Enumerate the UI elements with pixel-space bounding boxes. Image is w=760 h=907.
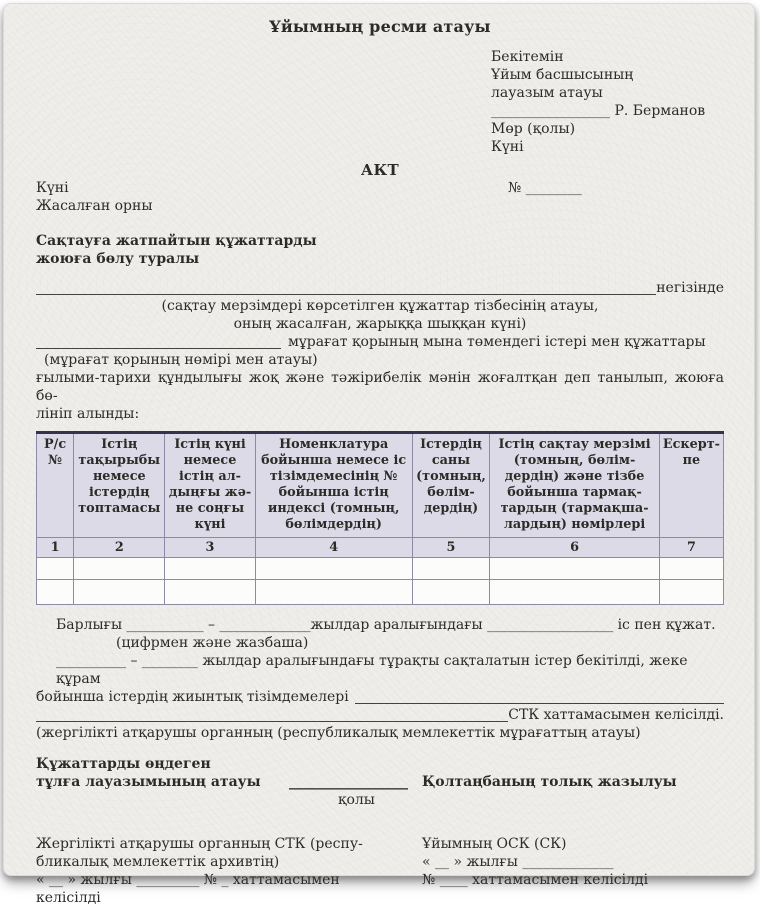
table-empty-cell [37, 558, 74, 580]
processing-block [36, 755, 724, 809]
approval-block [491, 48, 736, 156]
table-header-row [37, 433, 724, 538]
processing-signature-blank: _________________ [289, 774, 408, 790]
footer-right-line3: № ____ хаттамасымен келісілді [422, 872, 649, 888]
act-heading: АКТ [360, 161, 400, 179]
processing-line1: Құжаттарды өңдеген [36, 756, 211, 772]
footer-left-line4: келісілді [36, 890, 101, 906]
signature-caption: қолы [338, 792, 375, 808]
footer-right-line1: Ұйымның ОСК (СК) [422, 836, 567, 852]
footer-left-line1: Жергілікті атқарушы органның СТК (респу- [36, 836, 363, 852]
blank-line [36, 294, 656, 295]
basis-caption2: оның жасалған, жарыққа шыққан күні) [233, 316, 527, 332]
table-header-cell: Істің тақырыбы немесе істердің топтамасы [74, 433, 165, 538]
table-empty-cell [165, 558, 255, 580]
table-column-number: 4 [255, 538, 412, 558]
approval-label: Бекітемін [491, 49, 564, 65]
footer-right-block [422, 835, 722, 907]
act-number-field: № ________ [508, 180, 582, 196]
statement-line1: ғылыми-тарихи құндылығы жоқ және тәжірибелік мәнін жоғалтқан деп танылып, жоюға бө- [36, 370, 724, 404]
table-empty-cell [255, 580, 412, 605]
destruction-table [36, 431, 724, 605]
totals-block [36, 616, 724, 742]
approval-seal-label: Мөр (қолы) [491, 121, 576, 137]
approval-date-label: Күні [491, 139, 524, 155]
approval-head-line2: лауазым атауы [491, 85, 603, 101]
table-empty-cell [255, 558, 412, 580]
blank-line [36, 348, 281, 349]
basis-caption1: (сақтау мерзімдері көрсетілген құжаттар тізбесінің атауы, [161, 298, 599, 314]
processing-line2-row [36, 773, 724, 791]
approval-head-line1: Ұйым басшысының [491, 67, 634, 83]
table-header-cell: Істің күні немесе істің ал-дыңғы жә-не соңғы күні [165, 433, 255, 538]
table-empty-cell [412, 580, 490, 605]
footer-left-line3: « __ » жылғы _________ № _ хаттамасымен [36, 872, 340, 888]
table-header-cell: Номенклатура бойынша немесе іс тізімдемесінің № бойынша істің индексі (томның, бөлімдердің) [255, 433, 412, 538]
document-page [3, 3, 755, 906]
subject-line2: жоюға бөлу туралы [36, 251, 200, 267]
table-empty-cell [74, 558, 165, 580]
blank-line [355, 703, 724, 704]
totals-line1: Барлығы ___________ – _____________жылдар аралығындағы __________________ іс пен құжат. [56, 617, 716, 633]
table-empty-cell [412, 558, 490, 580]
totals-line2: __________ – ________ жылдар аралығындағы тұрақты сақталатын істер бекітілді, жеке құрам [56, 653, 688, 687]
subject-block [36, 232, 724, 268]
totals-caption1: (цифрмен және жазбаша) [116, 635, 309, 651]
totals-caption2: (жергілікті атқарушы органның (республикалық мемлекеттік мұрағаттың атауы) [36, 725, 641, 741]
act-date-label: Күні [36, 180, 69, 196]
blank-line [36, 721, 508, 722]
fund-text: мұрағат қорының мына төмендегі істері мен құжаттары [288, 334, 706, 350]
table-empty-cell [74, 580, 165, 605]
basis-suffix: негізінде [656, 280, 724, 296]
table-number-row [37, 538, 724, 558]
table-row [37, 580, 724, 605]
table-empty-cell [659, 558, 723, 580]
totals-line4-text: СТК хаттамасымен келісілді. [508, 707, 724, 723]
totals-line4 [36, 706, 724, 724]
statement-line2: лініп алынды: [36, 406, 140, 422]
fund-caption: (мұрағат қорының нөмірі мен атауы) [44, 352, 318, 368]
footer-left-line2: бликалық мемлекеттік архивтің) [36, 854, 280, 870]
table-column-number: 6 [490, 538, 660, 558]
table-header-cell: Ескерт-пе [659, 433, 723, 538]
table-header-cell: Істің сақтау мерзімі (томның, бөлім-дердің) және тізбе бойынша тармақ-тардың (тармақша-лардың) нөмірлері [490, 433, 660, 538]
table-empty-cell [165, 580, 255, 605]
table-empty-cell [37, 580, 74, 605]
agreement-footer [36, 835, 724, 907]
subject-line1: Сақтауға жатпайтын құжаттарды [36, 233, 317, 249]
table-column-number: 7 [659, 538, 723, 558]
table-empty-cell [490, 580, 660, 605]
table-column-number: 5 [412, 538, 490, 558]
processing-line2: тұлға лауазымының атауы [36, 774, 261, 790]
footer-left-block [36, 835, 389, 907]
table-header-cell: Істердің саны (томның, бөлім-дердің) [412, 433, 490, 538]
basis-line [36, 279, 724, 297]
approval-signature-line: _________________ Р. Берманов [491, 103, 706, 119]
table-empty-cell [659, 580, 723, 605]
footer-right-line2: « __ » жылғы _____________ [422, 854, 614, 870]
page-title: Ұйымның ресми атауы [269, 17, 491, 36]
table-header-cell: Р/с № [37, 433, 74, 538]
table-column-number: 2 [74, 538, 165, 558]
table-column-number: 3 [165, 538, 255, 558]
document-content [4, 4, 754, 907]
act-meta-row [36, 179, 724, 197]
table-column-number: 1 [37, 538, 74, 558]
fund-line [36, 333, 724, 351]
act-place-label: Жасалған орны [36, 198, 153, 214]
table-row [37, 558, 724, 580]
table-empty-cell [490, 558, 660, 580]
totals-line3 [36, 688, 724, 706]
totals-line3-text: бойынша істердің жиынтық тізімдемелері [36, 689, 349, 705]
processing-right-label: Қолтаңбаның толық жазылуы [422, 774, 677, 790]
